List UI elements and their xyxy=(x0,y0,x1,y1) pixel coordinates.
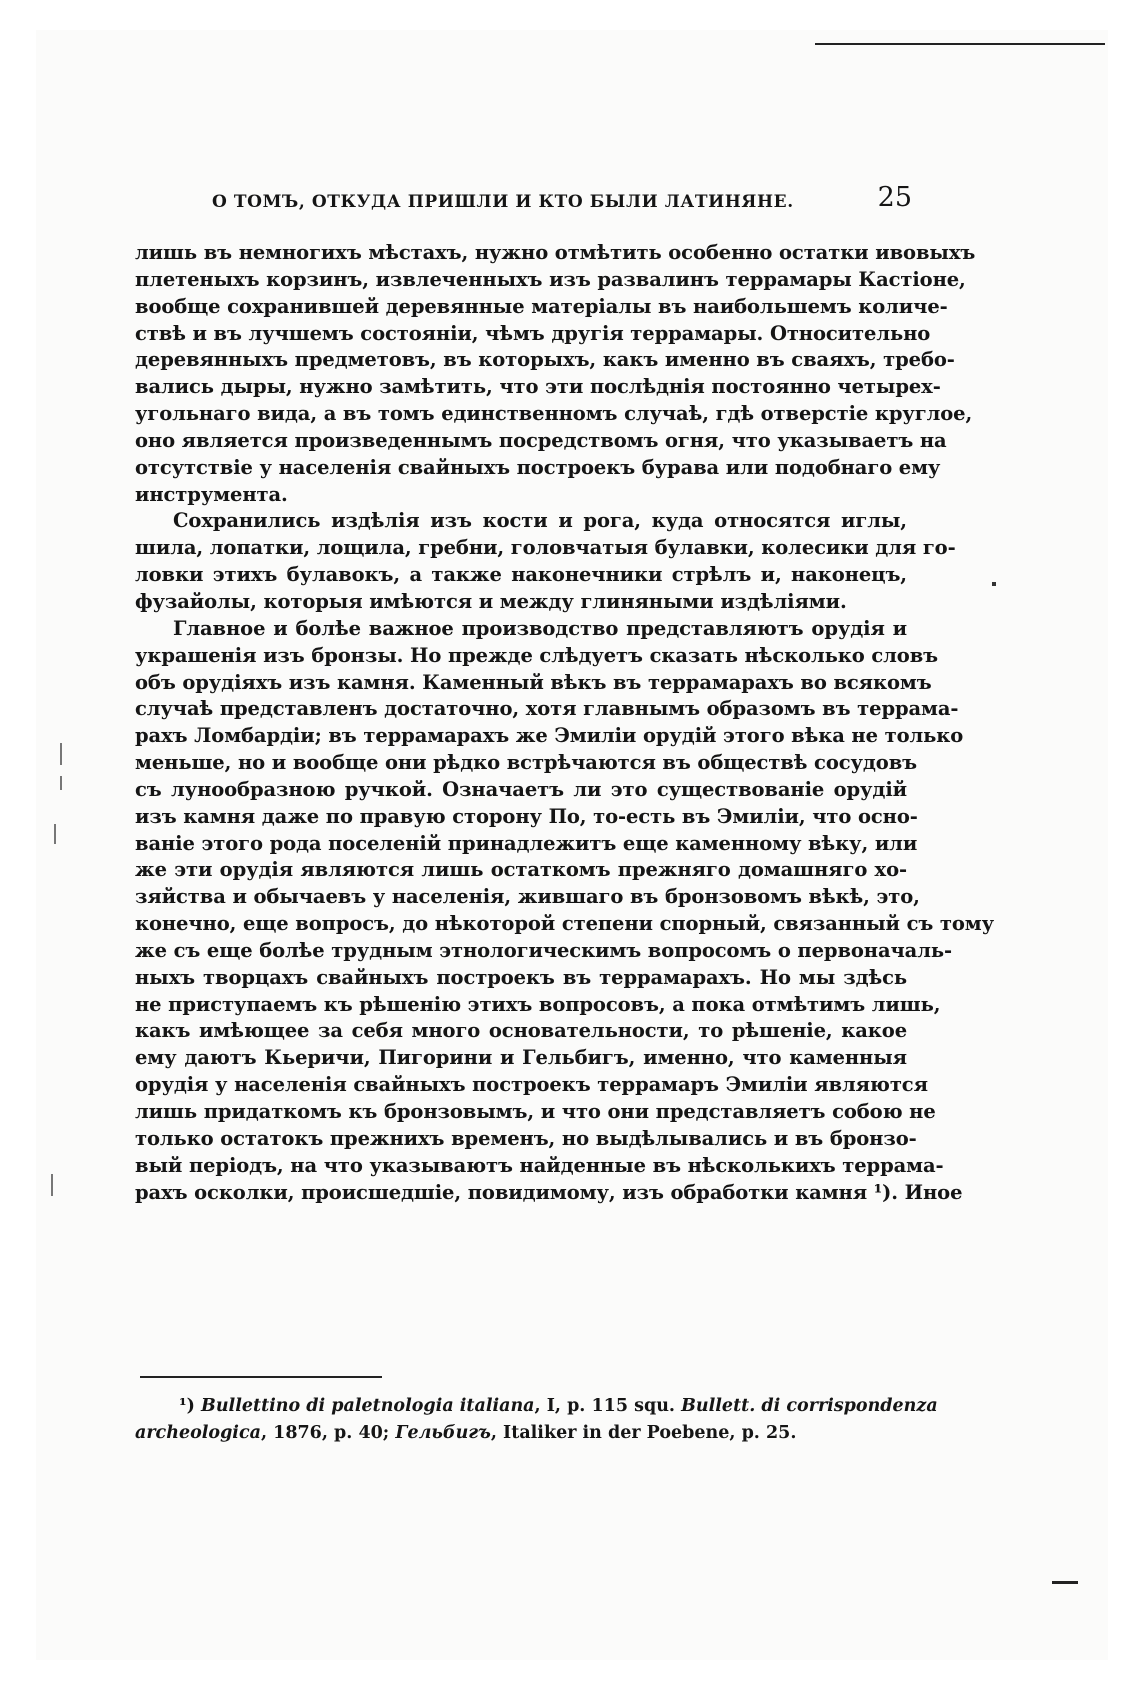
body-text xyxy=(135,240,995,1206)
text-line: оно является произведеннымъ посредствомъ огня, что указываетъ на xyxy=(135,428,947,452)
page-number: 25 xyxy=(877,182,912,213)
text-line: только остатокъ прежнихъ временъ, но выдѣлывались и въ бронзо- xyxy=(135,1126,917,1150)
text-line: шила, лопатки, лощила, гребни, головчатыя булавки, колесики для го- xyxy=(135,536,956,560)
text-line: инструмента. xyxy=(135,482,288,506)
footnote-text: , Italiker in der Poebene, p. 25. xyxy=(490,1423,797,1443)
footnote-source-title: archeologica xyxy=(135,1423,261,1443)
text-line: съ лунообразною ручкой. Означаетъ ли это существованіе орудій xyxy=(135,777,907,801)
footnote-line xyxy=(135,1393,938,1420)
text-line: зяйства и обычаевъ у населенія, жившаго въ бронзовомъ вѣкѣ, это, xyxy=(135,885,920,909)
margin-mark xyxy=(51,1174,53,1196)
text-line: не приступаемъ къ рѣшенію этихъ вопросовъ, а пока отмѣтимъ лишь, xyxy=(135,992,941,1016)
footnote-line xyxy=(135,1420,907,1447)
text-line: меньше, но и вообще они рѣдко встрѣчаются въ обществѣ сосудовъ xyxy=(135,751,917,775)
text-line: какъ имѣющее за себя много основательности, то рѣшеніе, какое xyxy=(135,1019,907,1043)
text-line: плетеныхъ корзинъ, извлеченныхъ изъ развалинъ террамары Кастіоне, xyxy=(135,267,966,291)
text-line: ныхъ творцахъ свайныхъ построекъ въ террамарахъ. Но мы здѣсь xyxy=(135,965,907,989)
text-line: ловки этихъ булавокъ, а также наконечники стрѣлъ и, наконецъ, xyxy=(135,563,907,587)
running-head xyxy=(212,182,912,222)
margin-mark xyxy=(60,743,62,765)
footnote-text: , 1876, p. 40; xyxy=(260,1423,396,1443)
text-line: рахъ Ломбардіи; въ террамарахъ же Эмиліи орудій этого вѣка не только xyxy=(135,724,964,748)
text-line: вообще сохранившей деревянные матеріалы въ наибольшемъ количе- xyxy=(135,294,948,318)
text-line: конечно, еще вопросъ, до нѣкоторой степени спорный, связанный съ тому xyxy=(135,912,995,936)
text-line: же съ еще болѣе трудным этнологическимъ вопросомъ о первоначаль- xyxy=(135,938,952,962)
text-line: вый періодъ, на что указываютъ найденные въ нѣсколькихъ террама- xyxy=(135,1153,944,1177)
text-line: объ орудіяхъ изъ камня. Каменный вѣкъ въ террамарахъ во всякомъ xyxy=(135,670,932,694)
text-line: вались дыры, нужно замѣтить, что эти послѣднія постоянно четырех- xyxy=(135,375,941,399)
text-line: фузайолы, которыя имѣются и между глиняными издѣліями. xyxy=(135,589,847,613)
paragraph-start: Главное и болѣе важное производство представляютъ орудія и xyxy=(173,616,907,640)
top-edge-rule xyxy=(815,43,1105,45)
text-line: ему даютъ Кьеричи, Пигорини и Гельбигъ, именно, что каменныя xyxy=(135,1046,907,1070)
text-line: лишь придаткомъ къ бронзовымъ, и что они представляетъ собою не xyxy=(135,1100,936,1123)
text-line: отсутствіе у населенія свайныхъ построекъ бурава или подобнаго ему xyxy=(135,455,941,479)
text-line: ваніе этого рода поселеній принадлежитъ еще каменному вѣку, или xyxy=(135,831,918,855)
text-line: угольнаго вида, а въ томъ единственномъ случаѣ, гдѣ отверстіе круглое, xyxy=(135,402,973,426)
margin-dot xyxy=(992,582,996,586)
text-line: лишь въ немногихъ мѣстахъ, нужно отмѣтить особенно остатки ивовыхъ xyxy=(135,241,976,264)
footnote-rule xyxy=(140,1376,382,1378)
margin-mark xyxy=(54,824,56,844)
paragraph-start: Сохранились издѣлія изъ кости и рога, куда относятся иглы, xyxy=(173,509,907,533)
text-line: же эти орудія являются лишь остаткомъ прежняго домашняго хо- xyxy=(135,858,907,882)
text-line: изъ камня даже по правую сторону По, то-есть въ Эмиліи, что осно- xyxy=(135,804,918,828)
text-line: украшенія изъ бронзы. Но прежде слѣдуетъ сказать нѣсколько словъ xyxy=(135,643,939,667)
running-title: О ТОМЪ, ОТКУДА ПРИШЛИ И КТО БЫЛИ ЛАТИНЯНЕ. xyxy=(212,192,794,212)
footnote-author: Гельбигъ xyxy=(395,1423,491,1443)
text-line: деревянныхъ предметовъ, въ которыхъ, какъ именно въ сваяхъ, требо- xyxy=(135,348,955,372)
margin-dash xyxy=(1052,1581,1078,1584)
footnote xyxy=(135,1393,938,1447)
footnote-source-title: Bullett. di corrispondenza xyxy=(681,1396,938,1416)
footnote-marker: ¹) xyxy=(179,1396,195,1416)
footnote-text: , I, p. 115 squ. xyxy=(534,1396,682,1416)
footnote-source-title: Bullettino di paletnologia italiana xyxy=(201,1396,535,1416)
text-line: случаѣ представленъ достаточно, хотя главнымъ образомъ въ террама- xyxy=(135,697,959,721)
text-line: орудія у населенія свайныхъ построекъ террамаръ Эмиліи являются xyxy=(135,1073,928,1097)
text-line: ствѣ и въ лучшемъ состояніи, чѣмъ другія террамары. Относительно xyxy=(135,321,931,345)
margin-mark xyxy=(60,776,62,790)
text-line: рахъ осколки, происшедшіе, повидимому, изъ обработки камня ¹). Иное xyxy=(135,1180,963,1204)
